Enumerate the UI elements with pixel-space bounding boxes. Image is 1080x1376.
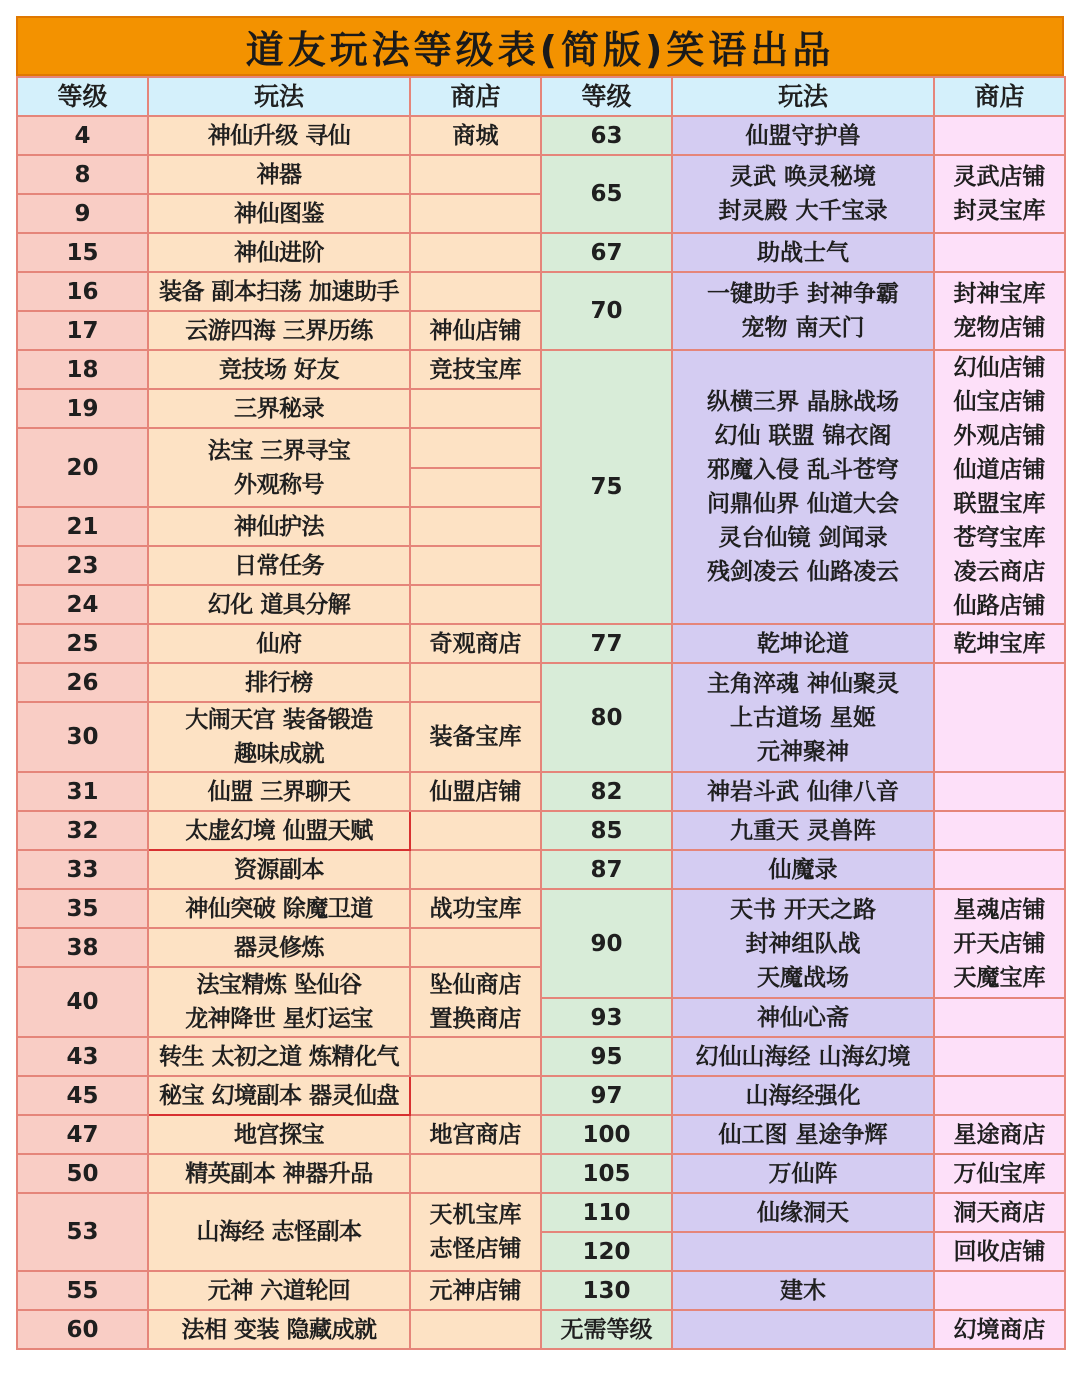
play-cell: 乾坤论道 <box>672 624 934 663</box>
shop-line: 灵武店铺 <box>953 164 1046 190</box>
play-line: 残剑凌云 仙路凌云 <box>706 559 899 585</box>
shop-cell <box>934 1037 1065 1076</box>
level-cell: 120 <box>541 1232 672 1271</box>
level-table-sheet <box>16 16 1064 1350</box>
shop-cell <box>934 350 1065 624</box>
level-cell: 60 <box>17 1310 148 1349</box>
shop-cell <box>410 1037 541 1076</box>
shop-cell <box>410 928 541 967</box>
level-cell: 63 <box>541 116 672 155</box>
play-cell: 云游四海 三界历练 <box>148 311 410 350</box>
shop-line: 开天店铺 <box>953 930 1046 957</box>
play-line: 法宝 三界寻宝 <box>207 437 351 464</box>
shop-cell <box>934 116 1065 155</box>
shop-cell <box>410 967 541 1037</box>
play-cell: 日常任务 <box>148 546 410 585</box>
play-line: 元神聚神 <box>757 738 849 765</box>
level-cell: 110 <box>541 1193 672 1232</box>
level-cell: 77 <box>541 624 672 663</box>
play-cell: 助战士气 <box>672 233 934 272</box>
shop-line: 幻仙店铺 <box>953 355 1046 381</box>
play-cell: 竞技场 好友 <box>148 350 410 389</box>
level-cell: 18 <box>17 350 148 389</box>
level-cell: 33 <box>17 850 148 889</box>
table-row <box>17 1271 1065 1310</box>
shop-cell <box>410 507 541 546</box>
shop-line: 苍穹宝库 <box>953 525 1046 551</box>
shop-line: 宠物店铺 <box>953 315 1046 341</box>
level-cell: 82 <box>541 772 672 811</box>
play-line: 趣味成就 <box>234 741 324 767</box>
shop-line: 外观店铺 <box>953 423 1046 449</box>
level-cell: 8 <box>17 155 148 194</box>
play-cell <box>672 155 934 233</box>
table-row <box>17 889 1065 928</box>
play-cell: 地宫探宝 <box>148 1115 410 1154</box>
shop-cell <box>934 663 1065 772</box>
table-row <box>17 811 1065 850</box>
play-cell: 神仙心斋 <box>672 998 934 1037</box>
play-cell: 神仙突破 除魔卫道 <box>148 889 410 928</box>
shop-cell <box>410 155 541 194</box>
shop-cell <box>410 1076 541 1115</box>
play-cell <box>672 889 934 998</box>
shop-line: 置换商店 <box>429 1006 522 1032</box>
play-cell: 山海经 志怪副本 <box>148 1193 410 1271</box>
shop-cell: 万仙宝库 <box>934 1154 1065 1193</box>
level-cell: 9 <box>17 194 148 233</box>
shop-cell: 装备宝库 <box>410 702 541 772</box>
shop-cell: 星途商店 <box>934 1115 1065 1154</box>
level-cell: 30 <box>17 702 148 772</box>
level-cell: 50 <box>17 1154 148 1193</box>
play-cell <box>672 663 934 772</box>
level-cell: 无需等级 <box>541 1310 672 1349</box>
shop-cell: 仙盟店铺 <box>410 772 541 811</box>
play-line: 一键助手 封神争霸 <box>706 281 899 307</box>
play-line: 问鼎仙界 仙道大会 <box>706 491 899 517</box>
level-cell: 47 <box>17 1115 148 1154</box>
shop-cell <box>410 194 541 233</box>
shop-cell <box>934 811 1065 850</box>
level-cell: 95 <box>541 1037 672 1076</box>
level-cell: 130 <box>541 1271 672 1310</box>
level-cell: 45 <box>17 1076 148 1115</box>
play-cell <box>672 272 934 350</box>
shop-cell: 幻境商店 <box>934 1310 1065 1349</box>
shop-line: 天魔宝库 <box>953 964 1046 991</box>
level-cell: 19 <box>17 389 148 428</box>
play-cell: 太虚幻境 仙盟天赋 <box>148 811 410 850</box>
shop-cell <box>934 998 1065 1037</box>
header-shop-left: 商店 <box>410 77 541 116</box>
play-cell: 万仙阵 <box>672 1154 934 1193</box>
shop-line: 星魂店铺 <box>953 896 1046 923</box>
level-cell: 43 <box>17 1037 148 1076</box>
shop-line: 仙宝店铺 <box>953 389 1046 415</box>
table-row <box>17 1037 1065 1076</box>
header-level-right: 等级 <box>541 77 672 116</box>
table-row <box>17 1310 1065 1349</box>
shop-cell <box>934 272 1065 350</box>
level-cell: 40 <box>17 967 148 1037</box>
play-cell <box>148 702 410 772</box>
level-cell: 90 <box>541 889 672 998</box>
play-cell: 器灵修炼 <box>148 928 410 967</box>
header-level-left: 等级 <box>17 77 148 116</box>
shop-line: 天机宝库 <box>429 1202 522 1228</box>
shop-cell <box>410 811 541 850</box>
shop-cell <box>410 663 541 702</box>
table-row <box>17 1115 1065 1154</box>
shop-cell <box>410 1193 541 1271</box>
level-cell: 38 <box>17 928 148 967</box>
shop-line: 仙道店铺 <box>953 457 1046 483</box>
level-cell: 80 <box>541 663 672 772</box>
level-table <box>16 76 1066 1350</box>
shop-cell <box>410 272 541 311</box>
shop-cell <box>934 772 1065 811</box>
play-cell: 仙盟 三界聊天 <box>148 772 410 811</box>
shop-cell <box>934 1271 1065 1310</box>
level-cell: 32 <box>17 811 148 850</box>
level-cell: 15 <box>17 233 148 272</box>
header-shop-right: 商店 <box>934 77 1065 116</box>
header-row <box>17 77 1065 116</box>
level-cell: 35 <box>17 889 148 928</box>
play-line: 幻仙 联盟 锦衣阁 <box>714 423 892 449</box>
play-cell: 仙缘洞天 <box>672 1193 934 1232</box>
level-cell: 31 <box>17 772 148 811</box>
play-cell: 神岩斗武 仙律八音 <box>672 772 934 811</box>
play-line: 邪魔入侵 乱斗苍穹 <box>706 457 899 483</box>
level-cell: 65 <box>541 155 672 233</box>
play-cell <box>672 1232 934 1271</box>
level-cell: 23 <box>17 546 148 585</box>
shop-cell: 商城 <box>410 116 541 155</box>
level-cell: 26 <box>17 663 148 702</box>
play-cell: 转生 太初之道 炼精化气 <box>148 1037 410 1076</box>
table-row <box>17 350 1065 389</box>
play-cell: 三界秘录 <box>148 389 410 428</box>
play-line: 天魔战场 <box>757 964 849 991</box>
shop-cell <box>410 850 541 889</box>
shop-cell <box>410 1154 541 1193</box>
table-row <box>17 850 1065 889</box>
play-line: 纵横三界 晶脉战场 <box>706 389 899 415</box>
level-cell: 75 <box>541 350 672 624</box>
play-cell: 神仙升级 寻仙 <box>148 116 410 155</box>
play-cell: 仙魔录 <box>672 850 934 889</box>
play-line: 龙神降世 星灯运宝 <box>185 1006 373 1032</box>
table-row <box>17 772 1065 811</box>
shop-cell: 战功宝库 <box>410 889 541 928</box>
shop-cell: 回收店铺 <box>934 1232 1065 1271</box>
table-row <box>17 272 1065 311</box>
level-cell: 100 <box>541 1115 672 1154</box>
shop-cell: 竞技宝库 <box>410 350 541 389</box>
play-line: 封神组队战 <box>745 930 861 957</box>
table-row <box>17 233 1065 272</box>
play-line: 主角淬魂 神仙聚灵 <box>706 670 899 697</box>
play-line: 灵台仙镜 剑闻录 <box>718 525 888 551</box>
shop-cell: 神仙店铺 <box>410 311 541 350</box>
play-cell: 仙工图 星途争辉 <box>672 1115 934 1154</box>
level-cell: 97 <box>541 1076 672 1115</box>
play-line: 外观称号 <box>234 471 324 498</box>
level-cell: 24 <box>17 585 148 624</box>
shop-cell: 元神店铺 <box>410 1271 541 1310</box>
play-cell: 排行榜 <box>148 663 410 702</box>
play-line: 宠物 南天门 <box>741 315 865 341</box>
play-cell <box>148 428 410 507</box>
play-cell: 神仙护法 <box>148 507 410 546</box>
play-line: 天书 开天之路 <box>729 896 876 923</box>
shop-cell <box>934 889 1065 998</box>
table-row <box>17 1154 1065 1193</box>
play-cell: 装备 副本扫荡 加速助手 <box>148 272 410 311</box>
play-cell: 幻仙山海经 山海幻境 <box>672 1037 934 1076</box>
play-cell: 元神 六道轮回 <box>148 1271 410 1310</box>
shop-line: 志怪店铺 <box>429 1236 522 1262</box>
play-cell <box>672 350 934 624</box>
play-cell: 神仙进阶 <box>148 233 410 272</box>
play-line: 灵武 唤灵秘境 <box>729 164 876 190</box>
level-cell: 93 <box>541 998 672 1037</box>
shop-line: 凌云商店 <box>953 559 1046 585</box>
level-cell: 87 <box>541 850 672 889</box>
shop-line: 仙路店铺 <box>953 593 1046 619</box>
shop-cell: 地宫商店 <box>410 1115 541 1154</box>
play-line: 上古道场 星姬 <box>729 704 876 731</box>
shop-cell <box>410 389 541 428</box>
shop-line: 联盟宝库 <box>953 491 1046 517</box>
play-cell: 资源副本 <box>148 850 410 889</box>
play-line: 法宝精炼 坠仙谷 <box>196 972 362 998</box>
play-cell: 山海经强化 <box>672 1076 934 1115</box>
table-title: 道友玩法等级表(简版)笑语出品 <box>16 16 1064 76</box>
level-cell: 21 <box>17 507 148 546</box>
header-play-left: 玩法 <box>148 77 410 116</box>
table-row <box>17 663 1065 702</box>
shop-cell <box>934 233 1065 272</box>
play-cell: 九重天 灵兽阵 <box>672 811 934 850</box>
header-play-right: 玩法 <box>672 77 934 116</box>
play-line: 封灵殿 大千宝录 <box>718 198 888 224</box>
level-cell: 67 <box>541 233 672 272</box>
play-cell: 秘宝 幻境副本 器灵仙盘 <box>148 1076 410 1115</box>
play-cell <box>148 967 410 1037</box>
play-cell: 仙府 <box>148 624 410 663</box>
shop-cell <box>934 1076 1065 1115</box>
play-cell <box>672 1310 934 1349</box>
shop-line: 坠仙商店 <box>429 972 522 998</box>
level-cell: 17 <box>17 311 148 350</box>
shop-line: 封灵宝库 <box>953 198 1046 224</box>
play-cell: 建木 <box>672 1271 934 1310</box>
play-line: 大闹天宫 装备锻造 <box>185 707 373 733</box>
shop-cell <box>934 155 1065 233</box>
shop-cell <box>410 585 541 624</box>
level-cell: 4 <box>17 116 148 155</box>
shop-cell <box>934 850 1065 889</box>
level-cell: 25 <box>17 624 148 663</box>
shop-line: 封神宝库 <box>953 281 1046 307</box>
play-cell: 神器 <box>148 155 410 194</box>
shop-cell: 乾坤宝库 <box>934 624 1065 663</box>
play-cell: 神仙图鉴 <box>148 194 410 233</box>
level-cell: 105 <box>541 1154 672 1193</box>
play-cell: 精英副本 神器升品 <box>148 1154 410 1193</box>
play-cell: 法相 变装 隐藏成就 <box>148 1310 410 1349</box>
level-cell: 55 <box>17 1271 148 1310</box>
shop-cell <box>410 428 541 468</box>
table-row <box>17 624 1065 663</box>
play-cell: 幻化 道具分解 <box>148 585 410 624</box>
level-cell: 53 <box>17 1193 148 1271</box>
play-cell: 仙盟守护兽 <box>672 116 934 155</box>
shop-cell: 洞天商店 <box>934 1193 1065 1232</box>
shop-cell <box>410 1310 541 1349</box>
shop-cell: 奇观商店 <box>410 624 541 663</box>
table-row <box>17 1076 1065 1115</box>
level-cell: 85 <box>541 811 672 850</box>
shop-cell <box>410 546 541 585</box>
table-row <box>17 1193 1065 1232</box>
table-row <box>17 155 1065 194</box>
level-cell: 20 <box>17 428 148 507</box>
level-cell: 16 <box>17 272 148 311</box>
shop-cell <box>410 468 541 507</box>
level-cell: 70 <box>541 272 672 350</box>
table-row <box>17 116 1065 155</box>
shop-cell <box>410 233 541 272</box>
